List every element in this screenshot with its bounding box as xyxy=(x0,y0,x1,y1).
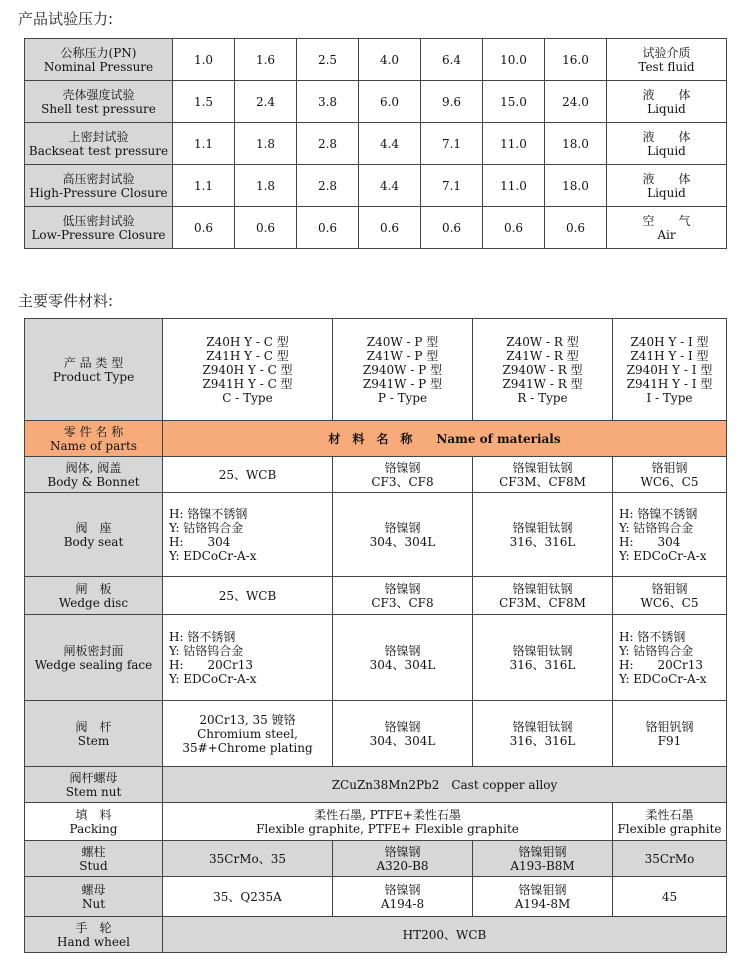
part-label: 阀 座 Body seat xyxy=(25,493,163,577)
type-r-cell: Z40W - R 型 Z41W - R 型 Z940W - R 型 Z941W - R 型 R - Type xyxy=(473,319,613,421)
medium-cell: 液 体 Liquid xyxy=(607,123,727,165)
pressure-cell: 1.8 xyxy=(235,123,297,165)
pressure-cell: 0.6 xyxy=(545,207,607,249)
materials-table xyxy=(24,318,727,953)
product-type-label: 产 品 类 型 Product Type xyxy=(25,319,163,421)
pressure-cell: 11.0 xyxy=(483,123,545,165)
material-cell: 铬镍钢 CF3、CF8 xyxy=(333,457,473,493)
part-label: 阀杆螺母 Stem nut xyxy=(25,767,163,803)
part-label: 手 轮 Hand wheel xyxy=(25,917,163,953)
pressure-cell: 1.1 xyxy=(173,165,235,207)
pressure-cell: 10.0 xyxy=(483,39,545,81)
materials-header: 材 料 名 称 Name of materials xyxy=(163,421,727,457)
pressure-cell: 1.5 xyxy=(173,81,235,123)
pressure-cell: 0.6 xyxy=(483,207,545,249)
pressure-cell: 0.6 xyxy=(421,207,483,249)
pressure-cell: 1.8 xyxy=(235,165,297,207)
material-cell: 45 xyxy=(613,877,727,917)
pressure-cell: 1.1 xyxy=(173,123,235,165)
type-i-cell: Z40H Y - I 型 Z41H Y - I 型 Z940H Y - I 型 Z941H Y - I 型 I - Type xyxy=(613,319,727,421)
table-row xyxy=(25,841,727,877)
pressure-cell: 2.5 xyxy=(297,39,359,81)
table-row xyxy=(25,877,727,917)
part-label: 填 料 Packing xyxy=(25,803,163,841)
pressure-cell: 6.0 xyxy=(359,81,421,123)
material-cell: 25、WCB xyxy=(163,457,333,493)
pressure-cell: 24.0 xyxy=(545,81,607,123)
material-cell: 35、Q235A xyxy=(163,877,333,917)
material-cell: 柔性石墨 Flexible graphite xyxy=(613,803,727,841)
pressure-cell: 1.6 xyxy=(235,39,297,81)
table-row xyxy=(25,421,727,457)
table-row xyxy=(25,803,727,841)
medium-cell: 试验介质 Test fluid xyxy=(607,39,727,81)
material-cell: 铬钼钢 WC6、C5 xyxy=(613,457,727,493)
material-cell: 铬镍钼钛钢 316、316L xyxy=(473,701,613,767)
table-row xyxy=(25,207,727,249)
material-cell: 铬钼钒钢 F91 xyxy=(613,701,727,767)
pressure-cell: 1.0 xyxy=(173,39,235,81)
pressure-cell: 6.4 xyxy=(421,39,483,81)
pressure-cell: 0.6 xyxy=(297,207,359,249)
table-row xyxy=(25,701,727,767)
medium-cell: 液 体 Liquid xyxy=(607,165,727,207)
material-cell: 35CrMo xyxy=(613,841,727,877)
part-label: 螺母 Nut xyxy=(25,877,163,917)
row-label: 低压密封试验 Low-Pressure Closure xyxy=(25,207,173,249)
row-label: 公称压力(PN) Nominal Pressure xyxy=(25,39,173,81)
table-row xyxy=(25,767,727,803)
part-label: 螺柱 Stud xyxy=(25,841,163,877)
pressure-cell: 2.4 xyxy=(235,81,297,123)
pressure-cell: 0.6 xyxy=(235,207,297,249)
material-cell: H: 铬镍不锈钢 Y: 钴铬钨合金 H: 304 Y: EDCoCr-A-x xyxy=(163,493,333,577)
part-label: 闸板密封面 Wedge sealing face xyxy=(25,615,163,701)
material-cell: 柔性石墨, PTFE+柔性石墨 Flexible graphite, PTFE+ Flexible graphite xyxy=(163,803,613,841)
material-cell: 铬镍钢 304、304L xyxy=(333,493,473,577)
pressure-cell: 4.0 xyxy=(359,39,421,81)
table-row xyxy=(25,615,727,701)
row-label: 上密封试验 Backseat test pressure xyxy=(25,123,173,165)
parts-header-label: 零 件 名 称 Name of parts xyxy=(25,421,163,457)
material-cell: 铬镍钼钢 A194-8M xyxy=(473,877,613,917)
material-cell: 铬镍钼钢 A193-B8M xyxy=(473,841,613,877)
material-cell: H: 铬不锈钢 Y: 钴铬钨合金 H: 20Cr13 Y: EDCoCr-A-x xyxy=(163,615,333,701)
material-cell: H: 铬镍不锈钢 Y: 钴铬钨合金 H: 304 Y: EDCoCr-A-x xyxy=(613,493,727,577)
table-row xyxy=(25,457,727,493)
medium-cell: 空 气 Air xyxy=(607,207,727,249)
pressure-cell: 2.8 xyxy=(297,123,359,165)
pressure-cell: 4.4 xyxy=(359,165,421,207)
pressure-section-title: 产品试验压力: xyxy=(18,10,114,28)
material-cell: H: 铬不锈钢 Y: 钴铬钨合金 H: 20Cr13 Y: EDCoCr-A-x xyxy=(613,615,727,701)
pressure-cell: 0.6 xyxy=(359,207,421,249)
pressure-cell: 9.6 xyxy=(421,81,483,123)
material-cell: 铬镍钢 A194-8 xyxy=(333,877,473,917)
material-cell: 铬镍钼钛钢 316、316L xyxy=(473,493,613,577)
table-row xyxy=(25,39,727,81)
pressure-cell: 15.0 xyxy=(483,81,545,123)
material-cell: 铬镍钼钛钢 CF3M、CF8M xyxy=(473,457,613,493)
table-row xyxy=(25,577,727,615)
pressure-cell: 2.8 xyxy=(297,165,359,207)
pressure-cell: 11.0 xyxy=(483,165,545,207)
table-row xyxy=(25,493,727,577)
pressure-cell: 7.1 xyxy=(421,123,483,165)
materials-section-title: 主要零件材料: xyxy=(18,292,114,310)
type-p-cell: Z40W - P 型 Z41W - P 型 Z940W - P 型 Z941W - P 型 P - Type xyxy=(333,319,473,421)
part-label: 闸 板 Wedge disc xyxy=(25,577,163,615)
material-cell: 铬镍钢 304、304L xyxy=(333,615,473,701)
pressure-cell: 16.0 xyxy=(545,39,607,81)
material-cell: ZCuZn38Mn2Pb2 Cast copper alloy xyxy=(163,767,727,803)
table-row xyxy=(25,123,727,165)
material-cell: 铬镍钼钛钢 316、316L xyxy=(473,615,613,701)
row-label: 壳体强度试验 Shell test pressure xyxy=(25,81,173,123)
material-cell: 35CrMo、35 xyxy=(163,841,333,877)
material-cell: 铬镍钢 304、304L xyxy=(333,701,473,767)
material-cell: 25、WCB xyxy=(163,577,333,615)
material-cell: HT200、WCB xyxy=(163,917,727,953)
row-label: 高压密封试验 High-Pressure Closure xyxy=(25,165,173,207)
material-cell: 铬镍钢 A320-B8 xyxy=(333,841,473,877)
material-cell: 铬镍钼钛钢 CF3M、CF8M xyxy=(473,577,613,615)
pressure-cell: 0.6 xyxy=(173,207,235,249)
pressure-cell: 18.0 xyxy=(545,165,607,207)
table-row xyxy=(25,319,727,421)
type-c-cell: Z40H Y - C 型 Z41H Y - C 型 Z940H Y - C 型 Z941H Y - C 型 C - Type xyxy=(163,319,333,421)
material-cell: 20Cr13, 35 镀铬 Chromium steel, 35#+Chrome plating xyxy=(163,701,333,767)
pressure-cell: 7.1 xyxy=(421,165,483,207)
table-row xyxy=(25,81,727,123)
test-pressure-table xyxy=(24,38,727,249)
part-label: 阀 杆 Stem xyxy=(25,701,163,767)
pressure-cell: 18.0 xyxy=(545,123,607,165)
table-row xyxy=(25,165,727,207)
pressure-cell: 3.8 xyxy=(297,81,359,123)
material-cell: 铬镍钢 CF3、CF8 xyxy=(333,577,473,615)
medium-cell: 液 体 Liquid xyxy=(607,81,727,123)
table-row xyxy=(25,917,727,953)
part-label: 阀体, 阀盖 Body & Bonnet xyxy=(25,457,163,493)
material-cell: 铬钼钢 WC6、C5 xyxy=(613,577,727,615)
pressure-cell: 4.4 xyxy=(359,123,421,165)
